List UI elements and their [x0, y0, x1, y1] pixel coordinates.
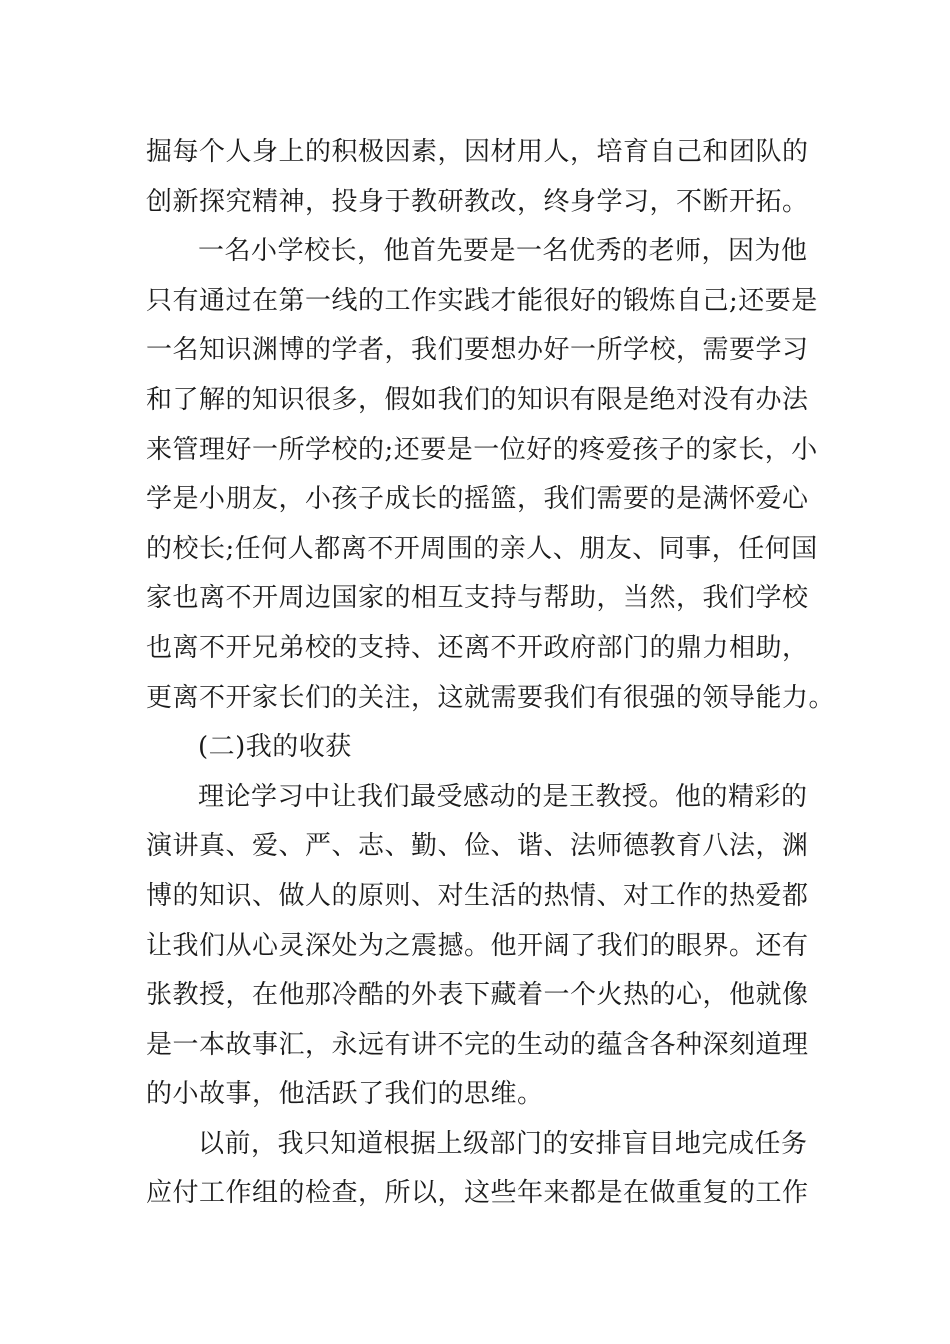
text-line: 只有通过在第一线的工作实践才能很好的锻炼自己;还要是 [146, 285, 818, 316]
text-line: 和了解的知识很多，假如我们的知识有限是绝对没有办法 [146, 384, 809, 415]
text-line: 家也离不开周边国家的相互支持与帮助，当然，我们学校 [146, 583, 809, 614]
paragraph-start: 一名小学校长，他首先要是一名优秀的老师，因为他 [198, 236, 808, 267]
text-line: 创新探究精神，投身于教研教改，终身学习，不断开拓。 [146, 186, 809, 217]
text-line: 让我们从心灵深处为之震撼。他开阔了我们的眼界。还有 [146, 930, 809, 961]
paragraph-start: 以前，我只知道根据上级部门的安排盲目地完成任务 [198, 1128, 808, 1159]
text-line: 的校长;任何人都离不开周围的亲人、朋友、同事，任何国 [146, 533, 818, 564]
text-line: 更离不开家长们的关注，这就需要我们有很强的领导能力。 [146, 682, 836, 713]
text-line: 张教授，在他那冷酷的外表下藏着一个火热的心，他就像 [146, 980, 809, 1011]
text-line: 应付工作组的检查，所以，这些年来都是在做重复的工作 [146, 1178, 809, 1209]
section-heading: (二)我的收获 [198, 732, 352, 763]
text-line: 演讲真、爱、严、志、勤、俭、谐、法师德教育八法，渊 [146, 831, 809, 862]
text-line: 博的知识、做人的原则、对生活的热情、对工作的热爱都 [146, 880, 809, 911]
document-body [146, 128, 836, 1219]
text-line: 掘每个人身上的积极因素，因材用人，培育自己和团队的 [146, 137, 809, 167]
text-line: 的小故事，他活跃了我们的思维。 [146, 1079, 544, 1110]
text-line: 一名知识渊博的学者，我们要想办好一所学校，需要学习 [146, 335, 809, 366]
text-line: 学是小朋友，小孩子成长的摇篮，我们需要的是满怀爱心 [146, 484, 809, 515]
text-line: 是一本故事汇，永远有讲不完的生动的蕴含各种深刻道理 [146, 1029, 809, 1060]
text-line: 也离不开兄弟校的支持、还离不开政府部门的鼎力相助， [146, 632, 809, 663]
paragraph-start: 理论学习中让我们最受感动的是王教授。他的精彩的 [198, 781, 808, 812]
text-line: 来管理好一所学校的;还要是一位好的疼爱孩子的家长，小 [146, 434, 818, 465]
